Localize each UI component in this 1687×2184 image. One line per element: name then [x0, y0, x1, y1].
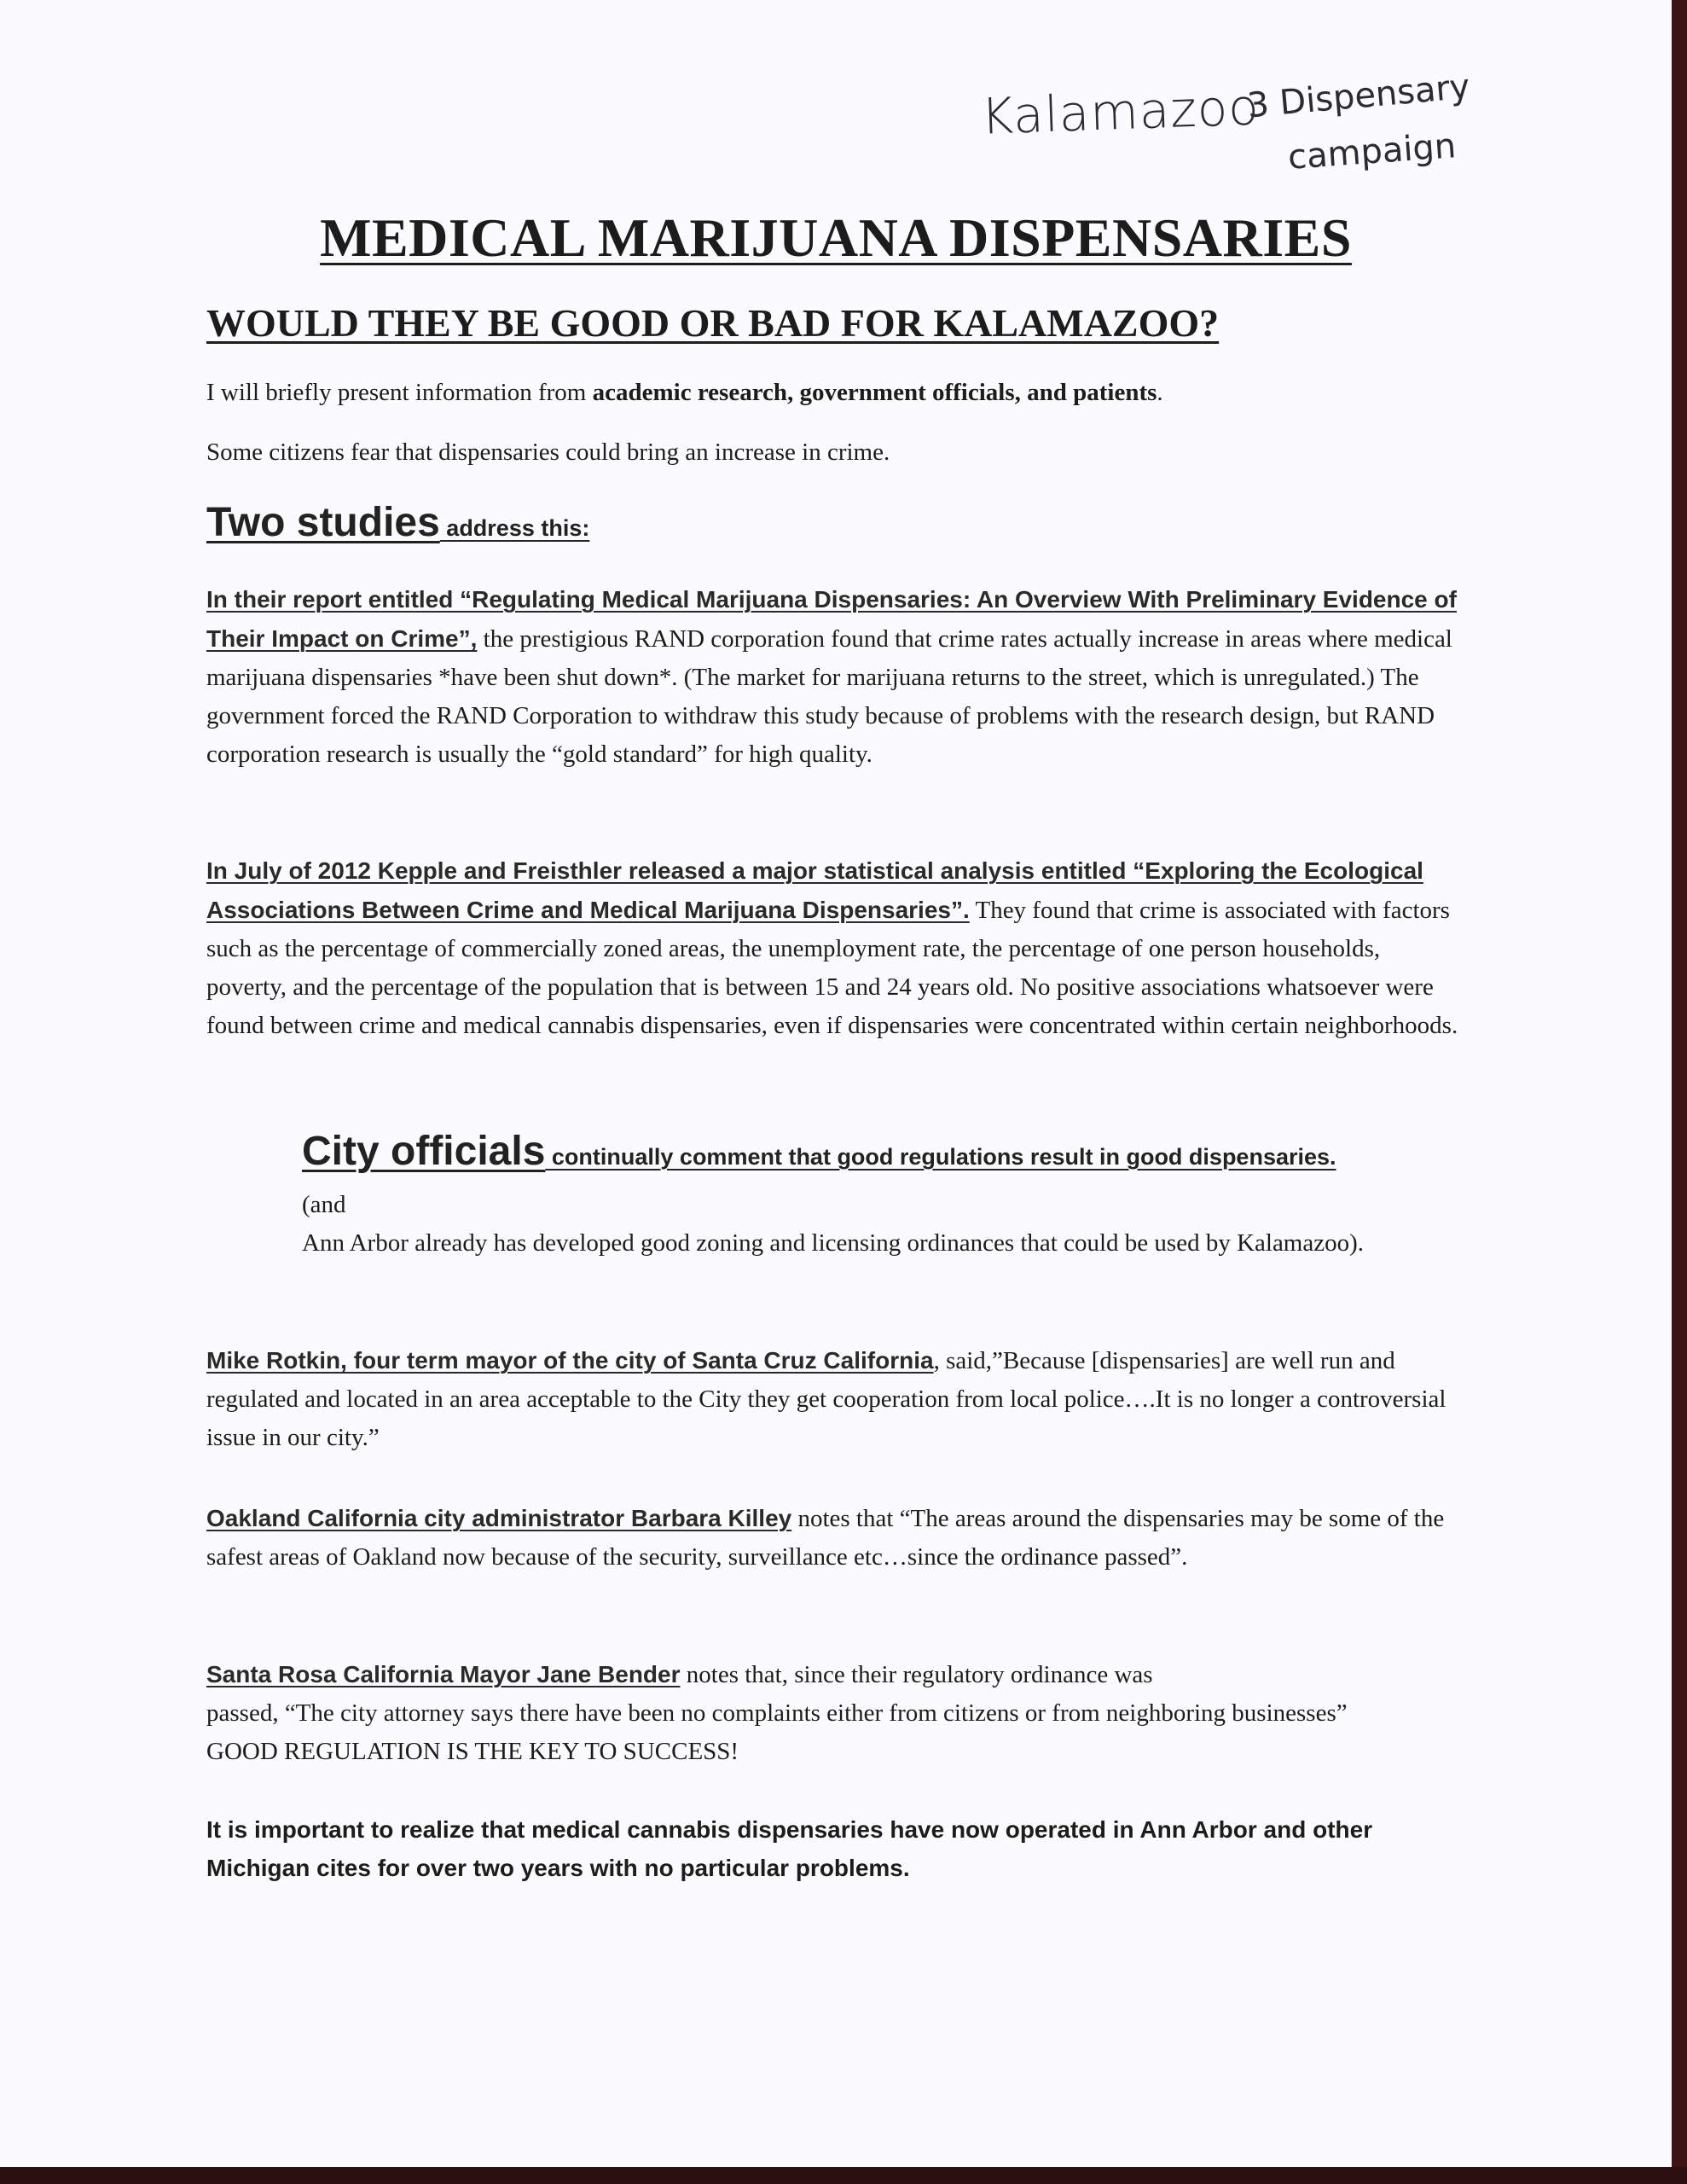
quote-3-paragraph — [206, 1655, 1460, 1771]
studies-heading — [206, 499, 589, 546]
intro-bold-sources: academic research, government officials, and patients — [592, 379, 1157, 406]
quote-1-body: , said,”Because [dispensaries] are well run and regulated and located in an area acceptable to the City they get cooperation from local police….It is no longer a controversial issue in our city.” — [206, 1347, 1446, 1451]
quote-1-paragraph — [206, 1341, 1460, 1457]
quote-3-lead: Santa Rosa California Mayor Jane Bender — [206, 1661, 681, 1687]
study-2-paragraph — [206, 851, 1460, 1045]
page-subtitle: WOULD THEY BE GOOD OR BAD FOR KALAMAZOO? — [206, 301, 1220, 345]
officials-note — [302, 1186, 1445, 1263]
intro-text-after: . — [1157, 379, 1163, 406]
officials-note-line-1: (and — [302, 1191, 346, 1218]
quote-3-emphasis: GOOD REGULATION IS THE KEY TO SUCCESS! — [206, 1738, 739, 1765]
study-1-paragraph — [206, 580, 1460, 774]
studies-heading-big: Two studies — [206, 500, 440, 545]
studies-heading-small: address this: — [439, 515, 590, 541]
quote-2-lead: Oakland California city administrator Barbara Killey — [206, 1505, 792, 1531]
scan-border-bottom — [0, 2167, 1687, 2184]
study-1-lead: In their report entitled “Regulating Medical Marijuana Dispensaries: An Overview With Preliminary Evidence of Their Impact on Crime”, — [206, 586, 1457, 652]
scan-border-right — [1672, 0, 1687, 2184]
handwritten-line-1: Kalamazoo — [979, 78, 1261, 146]
handwritten-line-2: 3 Dispensary — [1245, 67, 1472, 126]
officials-heading — [302, 1128, 1336, 1175]
conclusion-paragraph: It is important to realize that medical cannabis dispensaries have now operated in Ann Arbor and other Michigan cites for over two years with no particular problems. — [206, 1816, 1373, 1881]
intro-text-before: I will briefly present information from — [206, 379, 593, 406]
officials-heading-big: City officials — [302, 1129, 546, 1174]
handwritten-note — [979, 67, 1578, 200]
handwritten-line-3: campaign — [1286, 126, 1458, 177]
officials-heading-small: continually comment that good regulations result in good dispensaries. — [545, 1144, 1336, 1170]
quote-3-body-line-2: passed, “The city attorney says there have been no complaints either from citizens or from neighboring businesses” — [206, 1699, 1348, 1727]
intro-paragraph — [206, 374, 1460, 412]
quote-1-lead: Mike Rotkin, four term mayor of the city of Santa Cruz California — [206, 1347, 934, 1374]
study-2-body: They found that crime is associated with factors such as the percentage of commercially zoned areas, the unemployment rate, the percentage of one person households, poverty, and the percentage of the population that is between 15 and 24 years old. No positive associations whatsoever were found between crime and medical cannabis dispensaries, even if dispensaries were concentrated within certain neighborhoods. — [206, 897, 1458, 1039]
quote-2-paragraph — [206, 1499, 1460, 1577]
quote-3-line-1 — [206, 1655, 1460, 1694]
quote-3-line-2 — [206, 1694, 1460, 1771]
study-1-body: the prestigious RAND corporation found that crime rates actually increase in areas where medical marijuana dispensaries *have been shut down*. (The market for marijuana returns to the street, which is unregulated.) The government forced the RAND Corporation to withdraw this study because of problems with the research design, but RAND corporation research is usually the “gold standard” for high quality. — [206, 625, 1452, 768]
officials-note-line-2: Ann Arbor already has developed good zoning and licensing ordinances that could be used by Kalamazoo). — [302, 1229, 1365, 1257]
quote-2-body: notes that “The areas around the dispensaries may be some of the safest areas of Oakland now because of the security, surveillance etc…since the ordinance passed”. — [206, 1505, 1445, 1571]
page-title: MEDICAL MARIJUANA DISPENSARIES — [320, 207, 1352, 268]
quote-3-body-line-1: notes that, since their regulatory ordinance was — [680, 1661, 1153, 1688]
fear-paragraph: Some citizens fear that dispensaries could bring an increase in crime. — [206, 439, 890, 466]
study-2-lead: In July of 2012 Kepple and Freisthler released a major statistical analysis entitled “Exploring the Ecological Associations Between Crime and Medical Marijuana Dispensaries”. — [206, 857, 1423, 923]
